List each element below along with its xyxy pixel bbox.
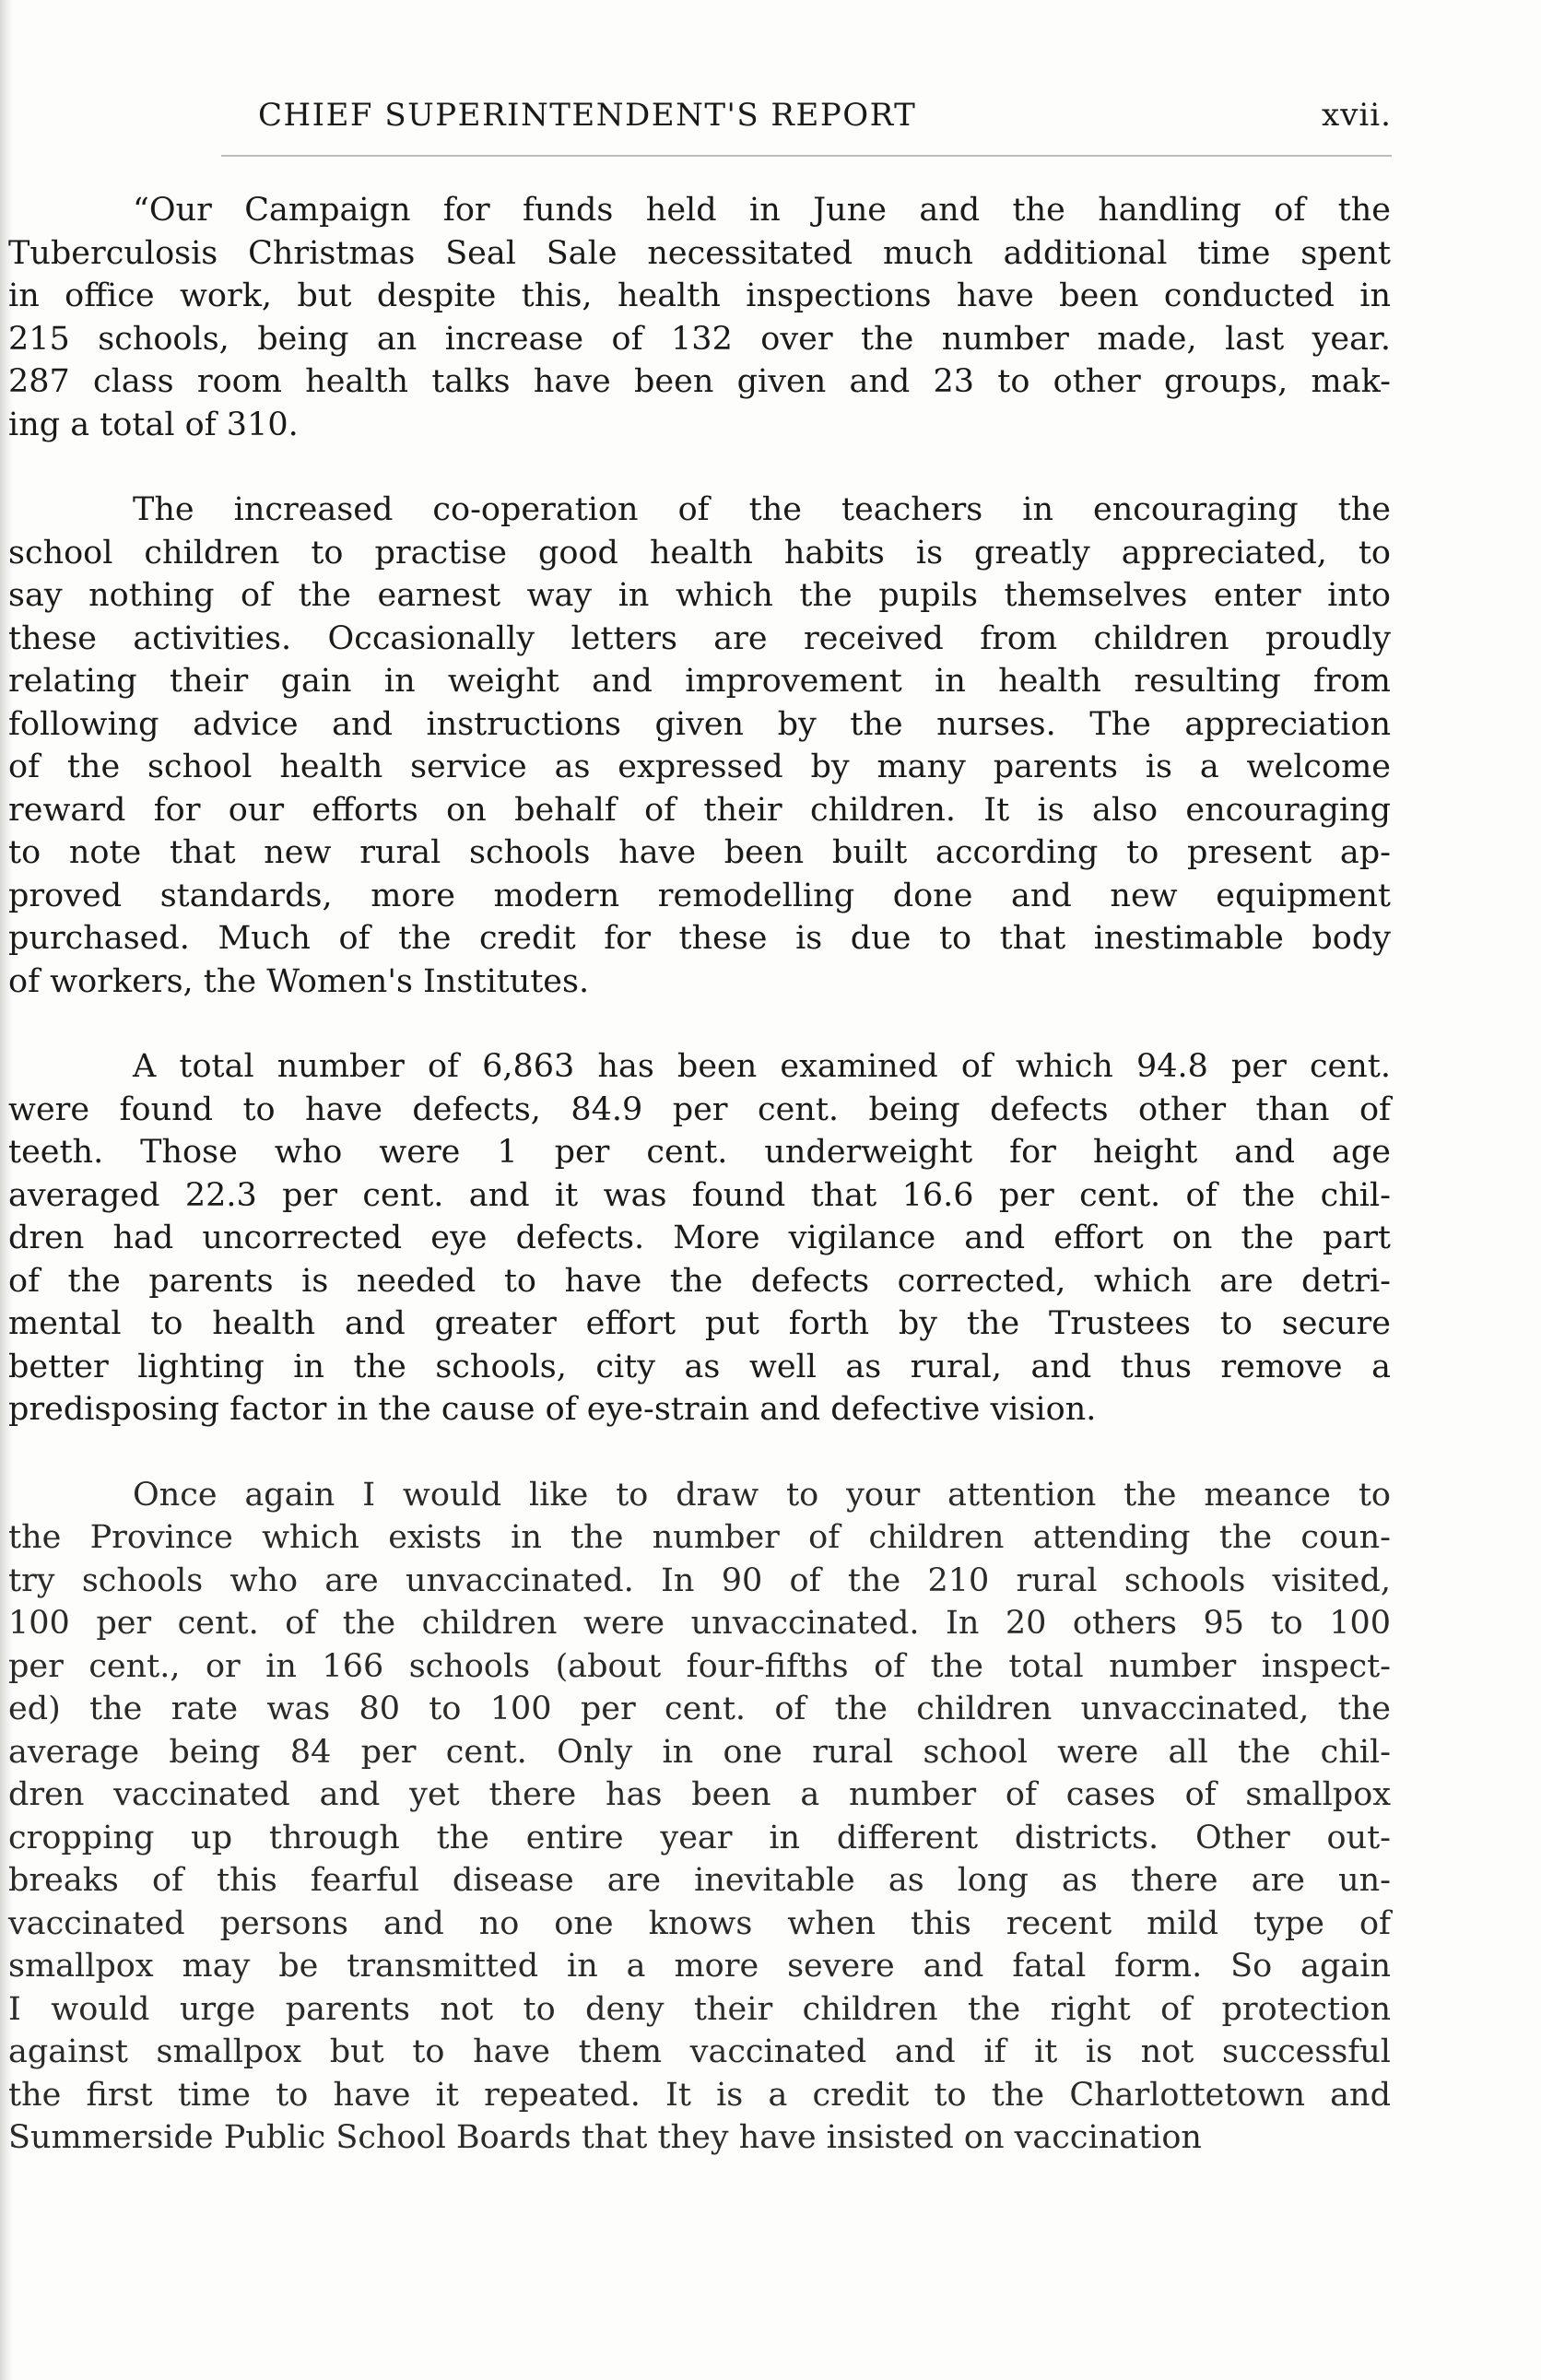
text-line: Tuberculosis Christmas Seal Sale necessitated much additional time spent: [8, 234, 1391, 272]
page-number: xvii.: [1322, 97, 1392, 134]
text-line: ing a total of 310.: [8, 406, 299, 443]
text-line: predisposing factor in the cause of eye-strain and defective vision.: [8, 1391, 1097, 1428]
text-line: were found to have defects, 84.9 per cent. being defects other than of: [8, 1090, 1391, 1128]
text-line: say nothing of the earnest way in which the pupils themselves enter into: [8, 577, 1391, 614]
text-line: teeth. Those who were 1 per cent. underweight for height and age: [8, 1134, 1391, 1171]
paragraph: [8, 1045, 1391, 1432]
text-line: averaged 22.3 per cent. and it was found that 16.6 per cent. of the chil-: [8, 1176, 1391, 1214]
text-line: proved standards, more modern remodelling done and new equipment: [8, 877, 1391, 914]
page-header: [221, 88, 1392, 143]
text-line: 100 per cent. of the children were unvaccinated. In 20 others 95 to 100: [8, 1605, 1391, 1642]
text-line: vaccinated persons and no one knows when this recent mild type of: [8, 1904, 1391, 1942]
text-line: ed) the rate was 80 to 100 per cent. of the children unvaccinated, the: [8, 1691, 1391, 1727]
running-head: CHIEF SUPERINTENDENT'S REPORT: [258, 97, 917, 134]
text-line: following advice and instructions given by the nurses. The appreciation: [8, 705, 1391, 743]
text-line: mental to health and greater effort put forth by the Trustees to secure: [8, 1305, 1391, 1342]
text-line: of workers, the Women's Institutes.: [8, 962, 590, 1000]
text-line: these activities. Occasionally letters are received from children proudly: [8, 619, 1391, 657]
text-line: the first time to have it repeated. It is a credit to the Charlottetown and: [8, 2076, 1391, 2114]
header-rule: [221, 155, 1392, 157]
text-line: average being 84 per cent. Only in one rural school were all the chil-: [8, 1733, 1391, 1771]
paragraph: [8, 489, 1391, 1003]
text-line: relating their gain in weight and improvement in health resulting from: [8, 663, 1391, 700]
text-line: The increased co-operation of the teachers in encouraging the: [133, 491, 1391, 528]
paragraph: [8, 1474, 1391, 2160]
text-line: of the parents is needed to have the defects corrected, which are detri-: [8, 1262, 1391, 1300]
text-line: Summerside Public School Boards that they have insisted on vaccination: [8, 2119, 1202, 2156]
text-line: dren had uncorrected eye defects. More vigilance and effort on the part: [8, 1219, 1391, 1256]
text-line: in office work, but despite this, health inspections have been conducted in: [8, 277, 1391, 314]
text-line: A total number of 6,863 has been examined of which 94.8 per cent.: [133, 1048, 1391, 1085]
body-text: [8, 189, 1391, 2202]
text-line: against smallpox but to have them vaccinated and if it is not successful: [8, 2033, 1391, 2070]
text-line: dren vaccinated and yet there has been a number of cases of smallpox: [8, 1776, 1391, 1813]
text-line: of the school health service as expressed by many parents is a welcome: [8, 748, 1391, 785]
text-line: cropping up through the entire year in different districts. Other out-: [8, 1819, 1391, 1856]
text-line: Once again I would like to draw to your attention the meance to: [133, 1476, 1391, 1514]
text-line: per cent., or in 166 schools (about four-fifths of the total number inspect-: [8, 1647, 1391, 1685]
text-line: I would urge parents not to deny their children the right of protection: [8, 1990, 1391, 2028]
text-line: breaks of this fearful disease are inevitable as long as there are un-: [8, 1862, 1391, 1899]
text-line: better lighting in the schools, city as well as rural, and thus remove a: [8, 1348, 1391, 1385]
text-line: 215 schools, being an increase of 132 over the number made, last year.: [8, 320, 1391, 358]
text-line: “Our Campaign for funds held in June and the handling of the: [133, 192, 1391, 229]
text-line: try schools who are unvaccinated. In 90 of the 210 rural schools visited,: [8, 1561, 1391, 1599]
text-line: purchased. Much of the credit for these is due to that inestimable body: [8, 920, 1391, 957]
text-line: reward for our efforts on behalf of their children. It is also encouraging: [8, 791, 1391, 829]
text-line: the Province which exists in the number of children attending the coun-: [8, 1519, 1391, 1556]
text-line: school children to practise good health habits is greatly appreciated, to: [8, 534, 1391, 571]
text-line: smallpox may be transmitted in a more severe and fatal form. So again: [8, 1948, 1391, 1985]
paragraph: [8, 189, 1391, 446]
text-line: 287 class room health talks have been given and 23 to other groups, mak-: [8, 363, 1391, 400]
text-line: to note that new rural schools have been built according to present ap-: [8, 834, 1391, 871]
